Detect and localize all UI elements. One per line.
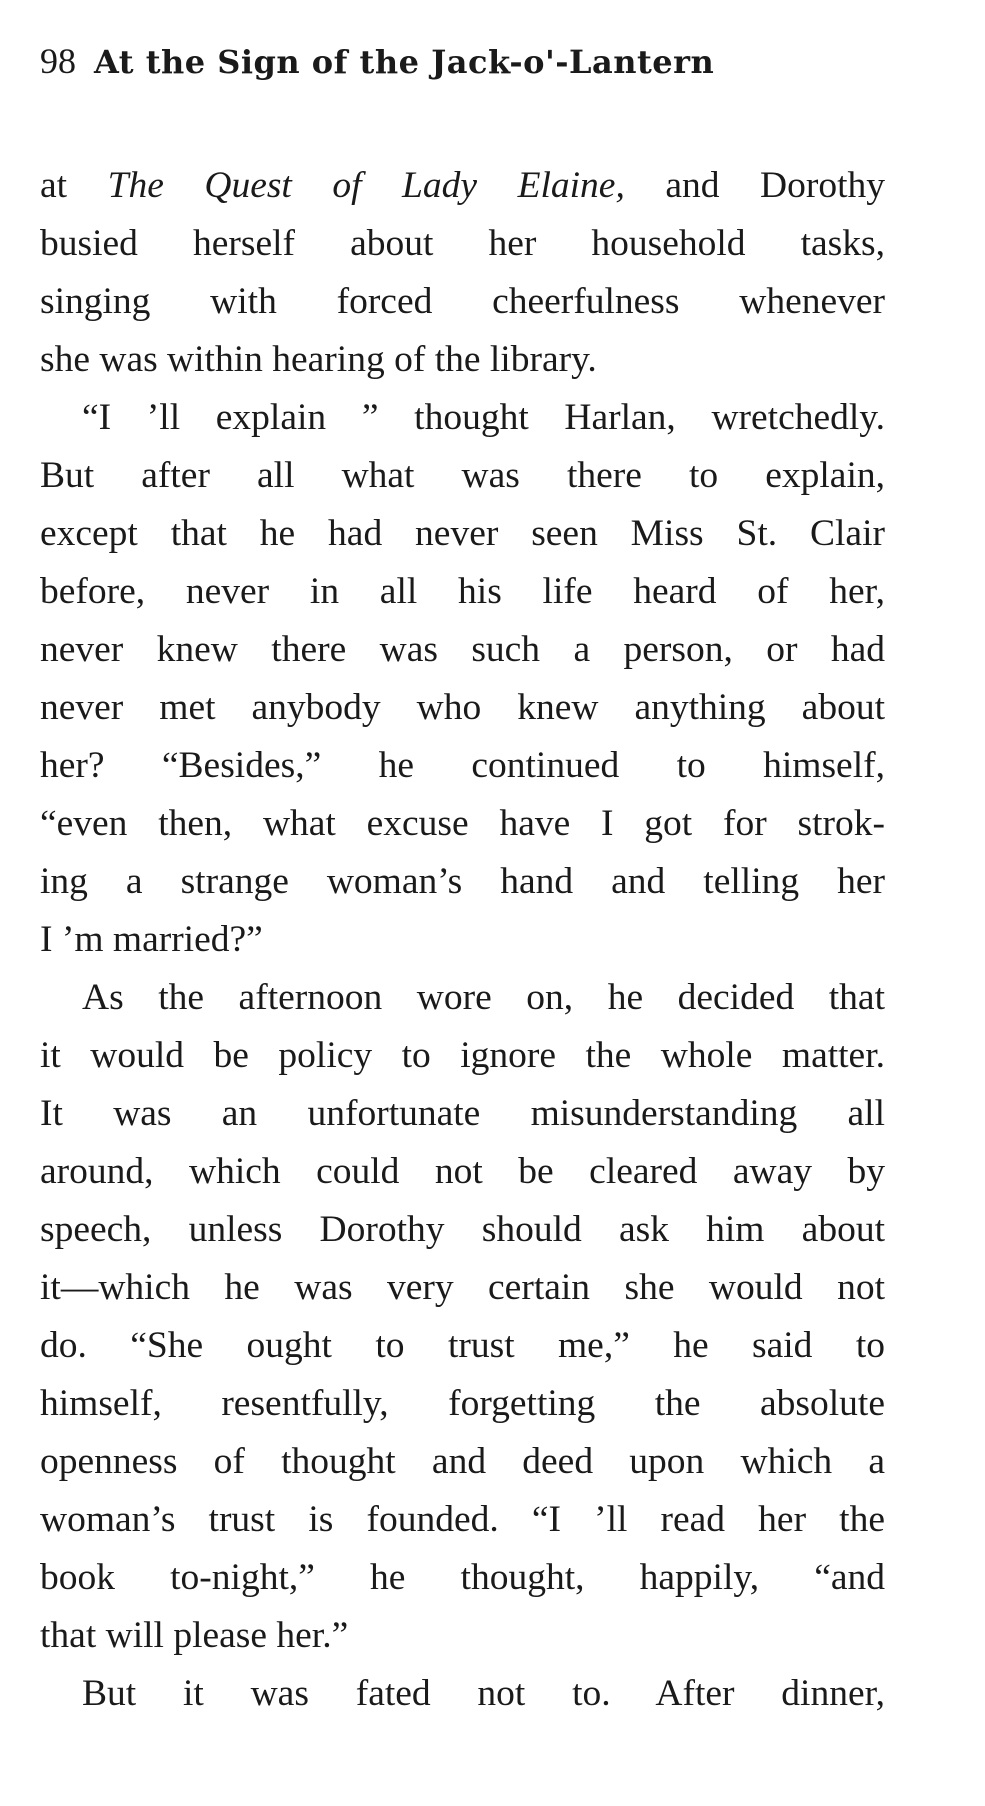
- text-line: But it was fated not to. After dinner,: [82, 1673, 885, 1714]
- text-line: himself, resentfully, forgetting the absolute: [40, 1383, 885, 1424]
- text-line: speech, unless Dorothy should ask him about: [40, 1209, 885, 1250]
- text-line: do. “She ought to trust me,” he said to: [40, 1325, 885, 1366]
- text-line: woman’s trust is founded. “I ’ll read her the: [40, 1499, 885, 1540]
- running-head: [40, 40, 714, 90]
- text-line: It was an unfortunate misunderstanding all: [40, 1093, 885, 1134]
- text-line: I ’m married?”: [40, 919, 263, 960]
- text-line: “I ’ll explain ” thought Harlan, wretchedly.: [82, 397, 885, 438]
- text-line: [40, 157, 885, 215]
- text-line: it—which he was very certain she would not: [40, 1267, 885, 1308]
- running-title: At the Sign of the Jack-o'-Lantern: [94, 43, 715, 81]
- body-text: [40, 157, 885, 1723]
- text-fragment: at: [40, 165, 108, 206]
- text-line: she was within hearing of the library.: [40, 339, 597, 380]
- book-title: The Quest of Lady Elaine,: [107, 165, 625, 206]
- text-line: singing with forced cheerfulness whenever: [40, 281, 885, 322]
- text-line: her? “Besides,” he continued to himself,: [40, 745, 885, 786]
- text-line: that will please her.”: [40, 1615, 349, 1656]
- page-number: 98: [40, 41, 76, 81]
- text-line: “even then, what excuse have I got for strok-: [40, 803, 885, 844]
- text-line: As the afternoon wore on, he decided that: [82, 977, 885, 1018]
- text-line: except that he had never seen Miss St. Clair: [40, 513, 885, 554]
- text-line: ing a strange woman’s hand and telling her: [40, 861, 885, 902]
- text-line: openness of thought and deed upon which a: [40, 1441, 885, 1482]
- text-line: book to-night,” he thought, happily, “and: [40, 1557, 885, 1598]
- text-line: busied herself about her household tasks,: [40, 223, 885, 264]
- text-line: around, which could not be cleared away by: [40, 1151, 885, 1192]
- text-line: it would be policy to ignore the whole matter.: [40, 1035, 885, 1076]
- text-line: never met anybody who knew anything about: [40, 687, 885, 728]
- text-line: never knew there was such a person, or had: [40, 629, 885, 670]
- text-line: But after all what was there to explain,: [40, 455, 885, 496]
- text-fragment: and Dorothy: [624, 165, 885, 206]
- text-line: before, never in all his life heard of her,: [40, 571, 885, 612]
